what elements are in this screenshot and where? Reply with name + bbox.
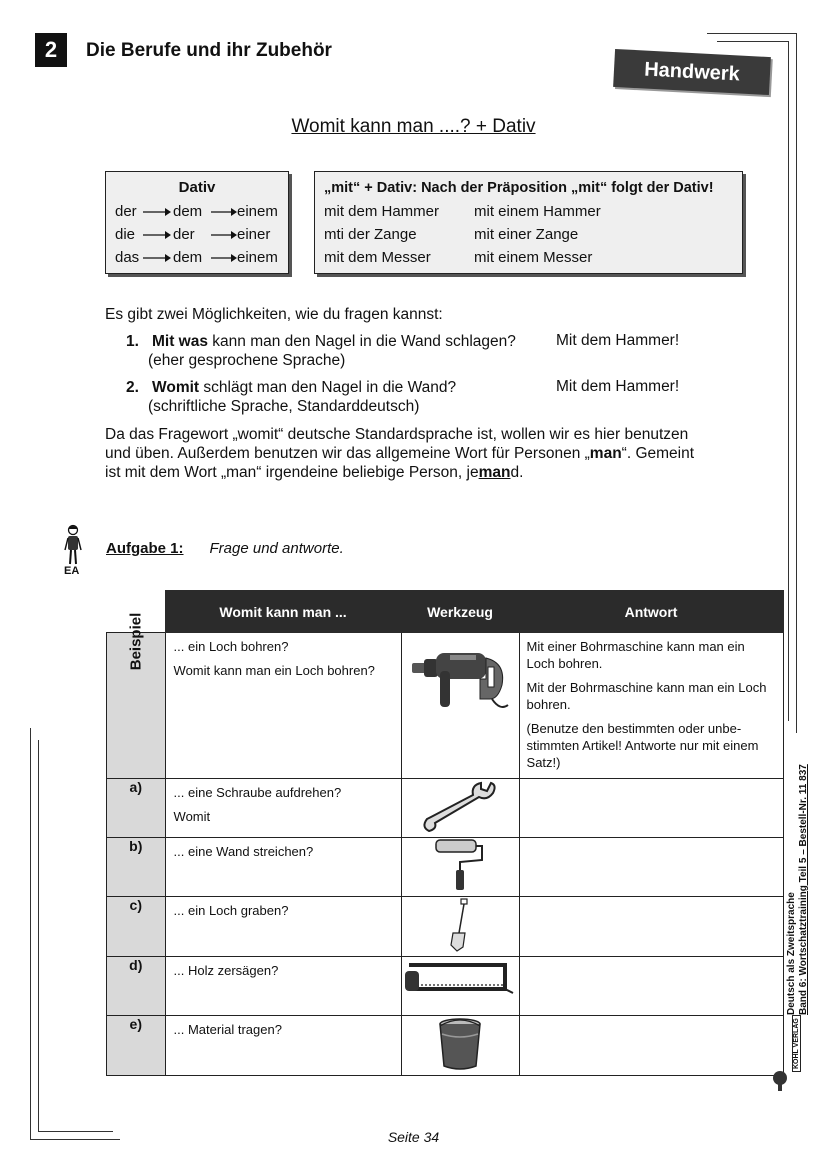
- explanation-line: d.: [510, 464, 524, 481]
- question-prompt: ... eine Schraube aufdrehen?: [173, 785, 342, 800]
- row-label: [107, 612, 166, 779]
- page-subtitle: Womit kann man ....? + Dativ: [291, 116, 536, 137]
- frame-right-v: [796, 33, 797, 733]
- explanation-line: Da das Fragewort „womit“ deutsche Standardsprache ist, wollen wir es hier benutzen: [105, 426, 689, 443]
- tree-icon: [770, 1070, 790, 1092]
- frame-top-right-h2: [717, 41, 789, 42]
- table-row: [107, 957, 784, 1016]
- question-full: Womit kann man ein Loch bohren?: [173, 663, 375, 678]
- mit-definite: mit dem Messer: [324, 249, 431, 266]
- mit-dativ-box: [314, 171, 743, 274]
- bucket-icon: [436, 1016, 484, 1072]
- answer-cell[interactable]: [519, 838, 783, 897]
- frame-right-v2: [788, 41, 789, 721]
- mit-indefinite: mit einem Messer: [474, 249, 593, 266]
- question-cell: [165, 957, 401, 1016]
- question-prompt: ... ein Loch graben?: [173, 903, 289, 918]
- arrow-icon: [143, 230, 173, 240]
- arrow-icon: [211, 207, 237, 217]
- tool-cell: [401, 633, 519, 779]
- example-answer: Mit einer Bohrmaschine kann man ein Loch bohren.: [526, 639, 745, 671]
- explanation-text: [105, 425, 694, 482]
- question-prompt: ... Holz zersägen?: [173, 963, 279, 978]
- row-label-text: Beispiel: [127, 612, 145, 671]
- drill-icon: [410, 633, 510, 713]
- frame-left-v2: [38, 740, 39, 1132]
- dativ-row: [106, 223, 288, 246]
- question-text: kann man den Nagel in die Wand schlagen?: [207, 333, 516, 350]
- dativ-box-title: Dativ: [178, 179, 216, 196]
- dativ-def: der: [173, 226, 195, 243]
- dativ-nom: der: [115, 203, 137, 220]
- task-heading: [106, 540, 344, 557]
- dativ-row: [106, 246, 288, 269]
- explanation-line: und üben. Außerdem benutzen wir das allgemeine Wort für Personen „: [105, 445, 590, 462]
- question-start: Womit: [173, 809, 211, 824]
- tool-cell: [401, 1016, 519, 1076]
- mit-definite: mti der Zange: [324, 226, 417, 243]
- table-row: [107, 838, 784, 897]
- mit-row: [315, 200, 742, 223]
- question-prompt: ... ein Loch bohren?: [173, 639, 289, 654]
- question-cell: [165, 1016, 401, 1076]
- tool-cell: [401, 957, 519, 1016]
- dativ-def: dem: [173, 203, 203, 220]
- mit-box-title: „mit“ + Dativ: Nach der Präposition „mit“ folgt der Dativ!: [324, 180, 714, 196]
- question-2-answer: Mit dem Hammer!: [556, 378, 680, 395]
- intro-text: Es gibt zwei Möglichkeiten, wie du fragen kannst:: [105, 306, 443, 323]
- question-word: Mit was: [152, 333, 208, 350]
- dativ-nom: die: [115, 226, 136, 243]
- dativ-box: [105, 171, 289, 274]
- highlight-word: man: [589, 445, 622, 462]
- question-1: [126, 332, 516, 370]
- arrow-icon: [143, 253, 173, 263]
- row-label: a): [107, 779, 166, 838]
- question-cell: [165, 779, 401, 838]
- tool-cell: [401, 779, 519, 838]
- explanation-line: “. Gemeint: [621, 445, 695, 462]
- column-header: Womit kann man ...: [165, 591, 401, 633]
- row-label: c): [107, 897, 166, 957]
- dativ-nom: das: [115, 249, 140, 266]
- question-number: 2.: [126, 379, 139, 396]
- frame-left-v: [30, 728, 31, 1140]
- column-header: Werkzeug: [401, 591, 519, 633]
- example-answer: Mit der Bohrmaschine kann man ein Loch bohren.: [526, 680, 767, 712]
- dativ-indef: einem: [237, 203, 278, 220]
- dativ-indef: einer: [237, 226, 271, 243]
- question-word: Womit: [152, 379, 200, 396]
- highlight-word: man: [478, 464, 511, 481]
- table-header-row: [107, 591, 784, 633]
- arrow-icon: [211, 230, 237, 240]
- explanation-line: ist mit dem Wort „man“ irgendeine beliebige Person, je: [105, 464, 479, 481]
- publisher-logo: [770, 1018, 806, 1094]
- question-1-answer: Mit dem Hammer!: [556, 332, 680, 349]
- answer-cell[interactable]: [519, 1016, 783, 1076]
- arrow-icon: [211, 253, 237, 263]
- category-badge: Handwerk: [613, 49, 771, 95]
- question-cell: [165, 897, 401, 957]
- chapter-title: Die Berufe und ihr Zubehör: [86, 40, 332, 61]
- answer-cell[interactable]: [519, 957, 783, 1016]
- sidebar-line: Deutsch als Zweitsprache: [786, 892, 797, 1015]
- chapter-number: 2: [35, 33, 67, 67]
- table-row-example: [107, 633, 784, 779]
- wrench-icon: [419, 779, 501, 833]
- table-row: [107, 779, 784, 838]
- arrow-icon: [143, 207, 173, 217]
- question-text: schlägt man den Nagel in die Wand?: [199, 379, 457, 396]
- frame-top-right-h: [707, 33, 797, 34]
- dativ-indef: einem: [237, 249, 278, 266]
- question-prompt: ... eine Wand streichen?: [173, 844, 314, 859]
- table-row: [107, 1016, 784, 1076]
- question-number: 1.: [126, 333, 139, 350]
- paint-roller-icon: [430, 838, 490, 892]
- row-label: e): [107, 1016, 166, 1076]
- sidebar-line: Band 6: Wortschatztraining Teil 5 – Bestell-Nr. 11 837: [798, 764, 809, 1015]
- task-label-colon: :: [178, 540, 184, 557]
- question-note: (schriftliche Sprache, Standarddeutsch): [148, 398, 420, 415]
- mit-indefinite: mit einem Hammer: [474, 203, 601, 220]
- mit-row: [315, 246, 742, 269]
- question-cell: [165, 838, 401, 897]
- row-label: b): [107, 838, 166, 897]
- mit-indefinite: mit einer Zange: [474, 226, 579, 243]
- answer-cell[interactable]: [519, 897, 783, 957]
- mit-definite: mit dem Hammer: [324, 203, 440, 220]
- mit-row: [315, 223, 742, 246]
- task-instruction: Frage und antworte.: [209, 540, 344, 557]
- sidebar-book-info: [786, 764, 810, 1015]
- publisher-name: KOHL VERLAG: [792, 1015, 801, 1072]
- dativ-def: dem: [173, 249, 203, 266]
- table-row: [107, 897, 784, 957]
- hacksaw-icon: [405, 957, 515, 997]
- question-prompt: ... Material tragen?: [173, 1022, 282, 1037]
- column-header: Antwort: [519, 591, 783, 633]
- person-icon: [62, 524, 84, 568]
- question-cell: [165, 633, 401, 779]
- row-label: d): [107, 957, 166, 1016]
- tool-cell: [401, 897, 519, 957]
- page-number: Seite 34: [387, 1129, 440, 1145]
- shovel-icon: [445, 897, 475, 953]
- exercise-table: [106, 590, 784, 1076]
- task-label-text: Aufgabe 1: [106, 540, 179, 557]
- answer-cell[interactable]: [519, 779, 783, 838]
- question-note: (eher gesprochene Sprache): [148, 352, 346, 369]
- task-label: [106, 540, 184, 557]
- question-2: [126, 378, 456, 416]
- example-note: (Benutze den bestimmten oder unbe-stimmten Artikel! Antworte nur mit einem Satz!): [526, 721, 759, 770]
- answer-cell: [519, 633, 783, 779]
- tool-cell: [401, 838, 519, 897]
- ea-label: EA: [64, 565, 80, 577]
- dativ-row: [106, 200, 288, 223]
